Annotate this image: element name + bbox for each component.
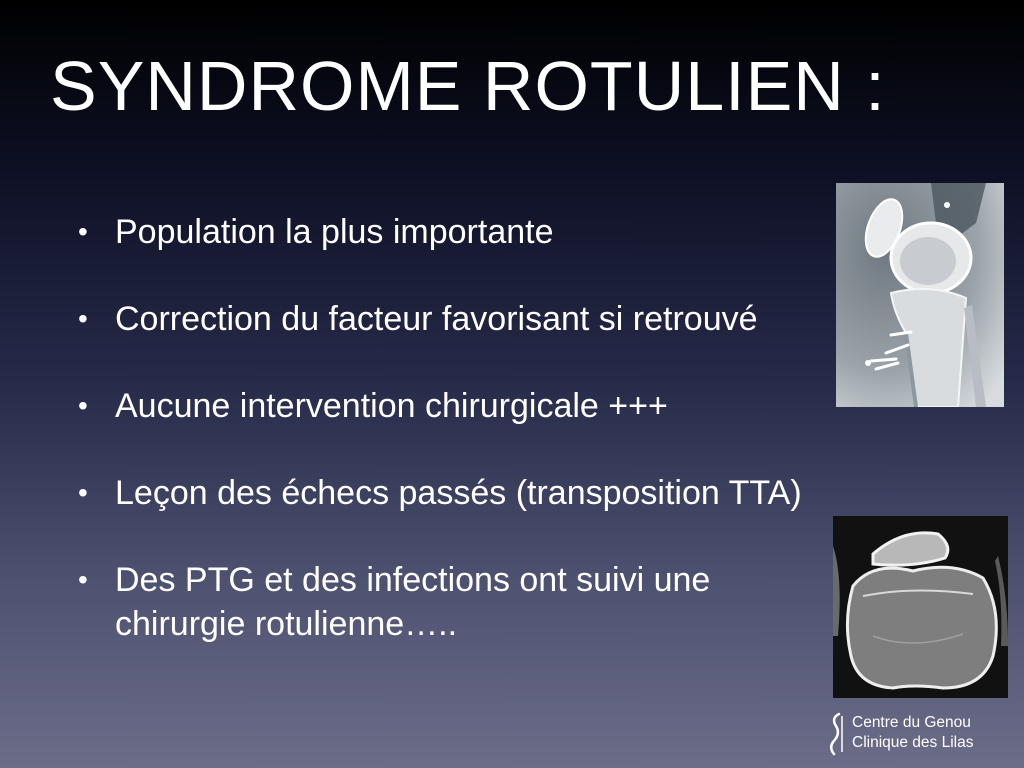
- bullet-text: Correction du facteur favorisant si retrouvé: [115, 300, 758, 338]
- bullet-dot: •: [78, 390, 88, 421]
- bullet-item: [78, 384, 838, 428]
- bullet-item: [78, 210, 838, 254]
- bullet-text: Leçon des échecs passés (transposition TTA): [115, 474, 802, 512]
- bullet-list: [78, 210, 838, 689]
- bullet-item: [78, 558, 838, 646]
- bullet-text: Aucune intervention chirurgicale +++: [115, 387, 668, 425]
- bullet-dot: •: [78, 303, 88, 334]
- patella-ct-axial-icon: [833, 516, 1008, 698]
- bullet-dot: •: [78, 477, 88, 508]
- bullet-dot: •: [78, 216, 88, 247]
- ct-scan-image: [833, 516, 1008, 698]
- slide-title: SYNDROME ROTULIEN :: [50, 47, 886, 125]
- genou-logo-icon: [828, 712, 844, 756]
- bullet-item: [78, 297, 838, 341]
- bullet-dot: •: [78, 564, 88, 595]
- knee-lateral-xray-icon: [836, 183, 1004, 407]
- clinic-logo: [828, 712, 1018, 758]
- logo-text-line1: Centre du Genou: [852, 714, 971, 731]
- bullet-text: Des PTG et des infections ont suivi une chirurgie rotulienne…..: [115, 561, 711, 643]
- bullet-text: Population la plus importante: [115, 213, 554, 251]
- bullet-item: [78, 471, 838, 515]
- knee-xray-image: [836, 183, 1004, 407]
- logo-text-line2: Clinique des Lilas: [852, 734, 974, 751]
